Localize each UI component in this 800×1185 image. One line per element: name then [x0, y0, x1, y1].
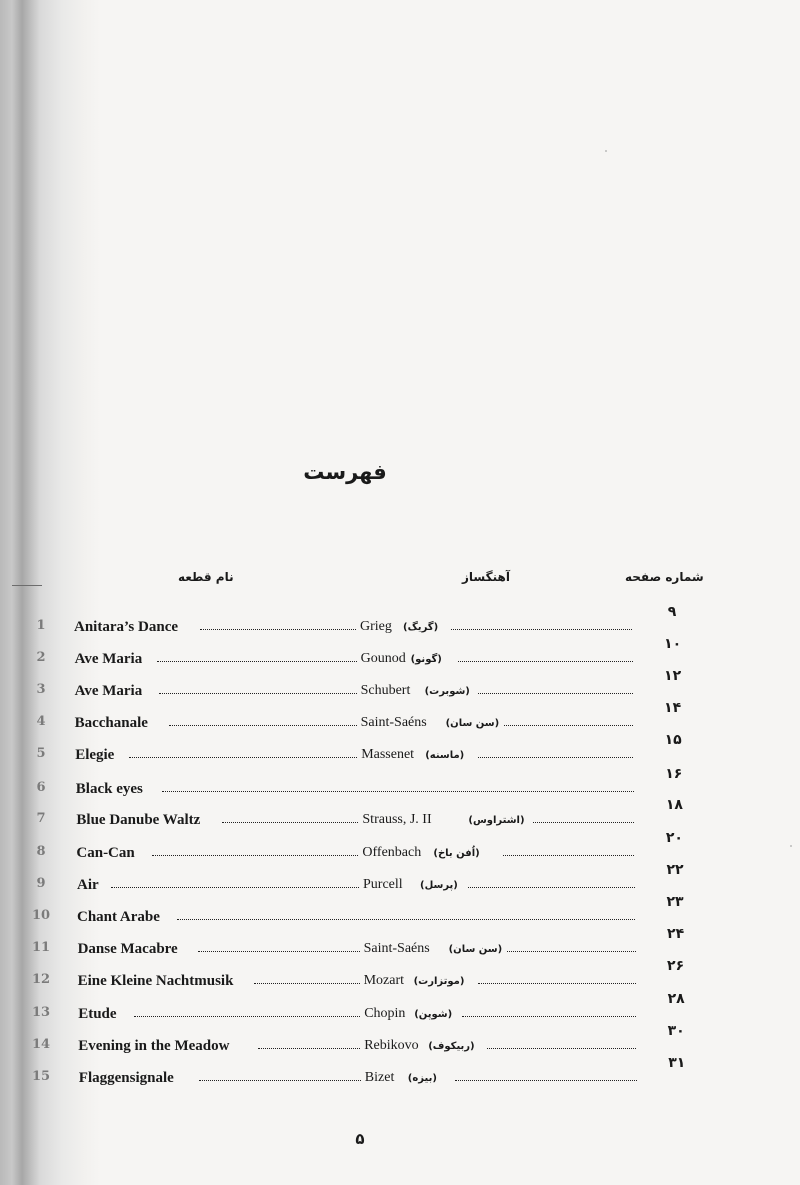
- edge-number: 8: [36, 844, 46, 859]
- composer-name-persian: (شوپن): [414, 1009, 453, 1020]
- dotted-leader: [487, 1048, 636, 1049]
- piece-name: Danse Macabre: [77, 941, 178, 957]
- piece-name: Bacchanale: [74, 715, 148, 731]
- paper-speck: [790, 845, 792, 847]
- edge-number: 9: [36, 876, 46, 891]
- edge-number: 10: [31, 908, 51, 923]
- edge-number: 2: [36, 650, 46, 665]
- toc-row: [76, 797, 688, 831]
- page-number-footer: ۵: [355, 1130, 365, 1148]
- dotted-leader: [159, 693, 357, 694]
- toc-row: [77, 862, 689, 896]
- dotted-leader: [200, 629, 356, 630]
- toc-row: [75, 766, 688, 800]
- composer-name: Saint-Saéns: [360, 715, 427, 730]
- composer-name: Purcell: [363, 877, 403, 892]
- edge-number: 7: [36, 811, 46, 826]
- toc-row: [77, 894, 689, 928]
- dotted-leader: [162, 791, 634, 792]
- composer-name-persian: (اشتراوس): [468, 815, 525, 826]
- dotted-leader: [462, 1016, 636, 1017]
- page-number: ۲۳: [666, 894, 684, 910]
- dotted-leader: [157, 661, 357, 662]
- header-page-number: شماره صفحه: [625, 570, 704, 584]
- page-title: فهرست: [303, 460, 387, 484]
- dotted-leader: [134, 1016, 360, 1017]
- page-number: ۳۰: [667, 1023, 685, 1039]
- toc-row: [78, 1055, 691, 1089]
- piece-name: Blue Danube Waltz: [76, 812, 201, 828]
- paper-speck: [605, 150, 607, 152]
- dotted-leader: [533, 822, 635, 823]
- piece-name: Can-Can: [76, 845, 135, 861]
- composer-name: Schubert: [360, 683, 411, 698]
- toc-row: [78, 1023, 690, 1057]
- composer-name-persian: (موتزارت): [413, 976, 465, 987]
- dotted-leader: [169, 725, 357, 726]
- page-number: ۹: [667, 604, 677, 620]
- composer-name: Saint-Saéns: [363, 941, 430, 956]
- page-number: ۳۱: [668, 1055, 686, 1071]
- dotted-leader: [504, 725, 632, 726]
- edge-number: 14: [31, 1037, 51, 1052]
- composer-name-persian: (اُفن باخ): [433, 848, 480, 859]
- composer-name: Strauss, J. II: [362, 812, 432, 827]
- piece-name: Black eyes: [75, 781, 143, 797]
- edge-number: 11: [31, 940, 51, 955]
- piece-name: Elegie: [75, 747, 115, 763]
- composer-name: Offenbach: [362, 845, 422, 860]
- composer-name-persian: (ربیکوف): [428, 1041, 475, 1052]
- page-number: ۱۵: [664, 732, 682, 748]
- toc-row: [77, 926, 690, 960]
- header-composer: آهنگساز: [462, 570, 510, 584]
- dotted-leader: [198, 951, 360, 952]
- dotted-leader: [451, 629, 632, 630]
- edge-number: 5: [36, 746, 46, 761]
- edge-number: 13: [31, 1005, 51, 1020]
- dotted-leader: [458, 661, 632, 662]
- edge-number: 1: [36, 618, 46, 633]
- composer-name: Massenet: [361, 747, 415, 762]
- toc-row: [74, 604, 686, 638]
- page-number: ۱۸: [665, 797, 683, 813]
- toc-row: [74, 700, 687, 734]
- dotted-leader: [478, 757, 633, 758]
- piece-name: Chant Arabe: [77, 909, 160, 925]
- toc-row: [74, 668, 687, 702]
- piece-name: Ave Maria: [74, 651, 143, 667]
- dotted-leader: [177, 919, 635, 920]
- piece-name: Eine Kleine Nachtmusik: [77, 973, 234, 989]
- page-number: ۱۶: [665, 766, 683, 782]
- piece-name: Anitara’s Dance: [74, 619, 179, 635]
- dotted-leader: [222, 822, 358, 823]
- page-number: ۲۸: [667, 991, 685, 1007]
- page-number: ۱۲: [664, 668, 682, 684]
- dotted-leader: [507, 951, 635, 952]
- composer-name-persian: (سن سان): [448, 944, 503, 955]
- piece-name: Flaggensignale: [78, 1070, 174, 1086]
- page-number: ۲۶: [667, 958, 685, 974]
- composer-name: Chopin: [364, 1006, 406, 1021]
- composer-name-persian: (گونو): [410, 654, 442, 665]
- toc-row: [76, 830, 688, 864]
- dotted-leader: [503, 855, 634, 856]
- dotted-leader: [478, 693, 633, 694]
- dotted-leader: [455, 1080, 636, 1081]
- page-number: ۱۴: [664, 700, 682, 716]
- edge-number: 4: [36, 714, 46, 729]
- toc-row: [74, 636, 687, 670]
- piece-name: Etude: [78, 1006, 117, 1022]
- edge-number: 6: [36, 780, 46, 795]
- edge-number: 3: [36, 682, 46, 697]
- edge-number: 15: [31, 1069, 51, 1084]
- dotted-leader: [152, 855, 358, 856]
- dotted-leader: [478, 983, 636, 984]
- page-number: ۲۰: [665, 830, 683, 846]
- edge-number: 12: [31, 972, 51, 987]
- piece-name: Evening in the Meadow: [78, 1038, 230, 1054]
- piece-name: Air: [77, 877, 99, 893]
- page-number: ۱۰: [664, 636, 682, 652]
- toc-row: [78, 991, 690, 1025]
- composer-name: Bizet: [364, 1070, 395, 1085]
- dotted-leader: [258, 1048, 360, 1049]
- composer-name: Rebikovo: [364, 1038, 419, 1053]
- dotted-leader: [468, 887, 635, 888]
- dotted-leader: [111, 887, 359, 888]
- composer-name-persian: (گریگ): [403, 622, 439, 633]
- composer-name: Grieg: [360, 619, 392, 634]
- piece-name: Ave Maria: [74, 683, 143, 699]
- binding-mark: [12, 585, 42, 586]
- page-number: ۲۲: [666, 862, 684, 878]
- composer-name-persian: (بیزه): [407, 1073, 437, 1084]
- composer-name-persian: (سن سان): [445, 718, 500, 729]
- dotted-leader: [129, 757, 357, 758]
- header-piece-name: نام قطعه: [178, 570, 234, 584]
- composer-name: Mozart: [363, 973, 405, 988]
- dotted-leader: [199, 1080, 361, 1081]
- toc-row: [77, 958, 690, 992]
- composer-name-persian: (شوبرت): [424, 686, 470, 697]
- composer-name-persian: (پرسل): [420, 880, 458, 891]
- toc-row: [75, 732, 687, 766]
- page-number: ۲۴: [667, 926, 685, 942]
- composer-name: Gounod: [360, 651, 406, 666]
- composer-name-persian: (ماسنه): [425, 750, 465, 761]
- dotted-leader: [254, 983, 360, 984]
